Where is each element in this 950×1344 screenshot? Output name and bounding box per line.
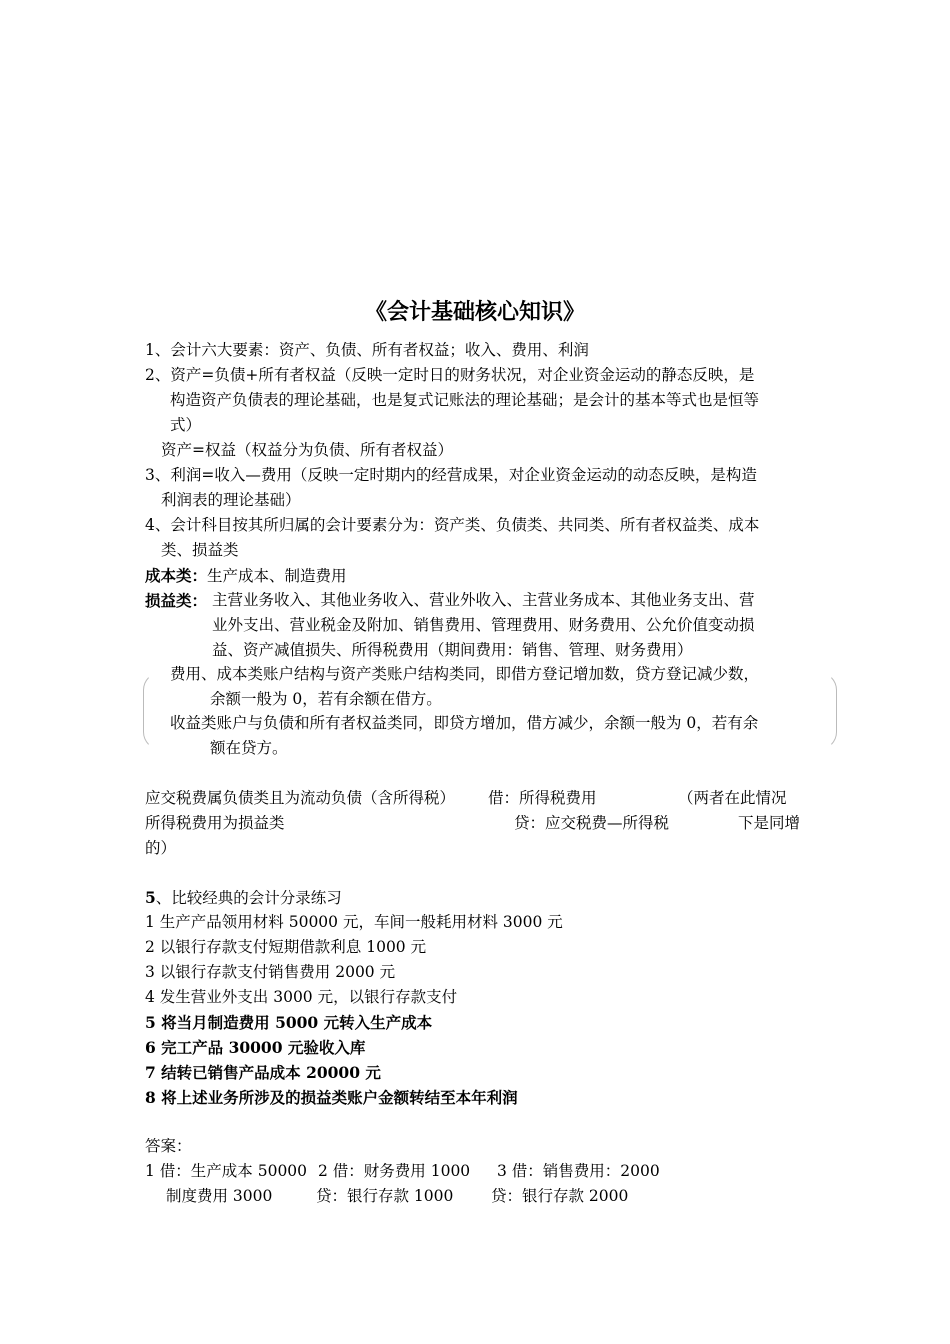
pl-category-line-3: 益、资产减值损失、所得税费用（期间费用：销售、管理、财务费用）	[212, 641, 693, 659]
note-line-4: 额在贷方。	[210, 739, 288, 757]
answer-1-line-2: 制度费用 3000	[166, 1187, 273, 1205]
exercise-item: 1 生产产品领用材料 50000 元，车间一般耗用材料 3000 元	[145, 913, 563, 931]
pl-category-label: 损益类：	[145, 591, 208, 610]
exercise-item-bold: 8 将上述业务所涉及的损益类账户金额转结至本年利润	[145, 1088, 518, 1107]
answer-3-credit: 贷：银行存款 2000	[491, 1187, 629, 1205]
section-2-line-3: 式）	[170, 416, 202, 434]
answer-3-debit: 3 借：销售费用：2000	[497, 1162, 660, 1180]
section-3-line-2: 利润表的理论基础）	[161, 491, 301, 509]
answer-1-debit: 1 借：生产成本 50000	[145, 1162, 308, 1180]
tax-text-1: 应交税费属负债类且为流动负债（含所得税）	[145, 789, 456, 807]
document-title: 《会计基础核心知识》	[364, 299, 585, 325]
tax-text-2: 所得税费用为损益类	[145, 814, 285, 832]
pl-category-line-1: 主营业务收入、其他业务收入、营业外收入、主营业务成本、其他业务支出、营	[212, 591, 755, 609]
tax-remark-2: 下是同增	[738, 814, 801, 832]
exercise-item: 2 以银行存款支付短期借款利息 1000 元	[145, 938, 427, 956]
cost-category-text: 生产成本、制造费用	[207, 567, 347, 585]
section-3-line-1: 3、利润=收入—费用（反映一定时期内的经营成果，对企业资金运动的动态反映，是构造	[145, 466, 757, 484]
section-5-heading	[145, 885, 342, 911]
cost-category-label: 成本类：	[145, 566, 208, 585]
tax-text-3: 的）	[145, 839, 177, 857]
section-2-line-4: 资产=权益（权益分为负债、所有者权益）	[161, 441, 453, 459]
note-line-2: 余额一般为 0，若有余额在借方。	[210, 690, 442, 708]
section-4-line-1: 4、会计科目按其所归属的会计要素分为：资产类、负债类、共同类、所有者权益类、成本	[145, 516, 760, 534]
exercise-item-bold: 7 结转已销售产品成本 20000 元	[145, 1063, 381, 1082]
note-line-3: 收益类账户与负债和所有者权益类同，即贷方增加，借方减少，余额一般为 0，若有余	[170, 714, 759, 732]
section-1-text: 1、会计六大要素：资产、负债、所有者权益；收入、费用、利润	[145, 341, 589, 359]
tax-remark-1: （两者在此情况	[678, 789, 787, 807]
section-2-line-2: 构造资产负债表的理论基础，也是复式记账法的理论基础；是会计的基本等式也是恒等	[170, 391, 760, 409]
section-5-number: 5	[145, 888, 156, 907]
exercise-item-bold: 5 将当月制造费用 5000 元转入生产成本	[145, 1013, 433, 1032]
exercise-item: 4 发生营业外支出 3000 元，以银行存款支付	[145, 988, 458, 1006]
pl-category-line-2: 业外支出、营业税金及附加、销售费用、管理费用、财务费用、公允价值变动损	[212, 616, 755, 634]
section-5-heading-text: 、比较经典的会计分录练习	[155, 889, 342, 907]
section-4-line-2: 类、损益类	[161, 541, 239, 559]
exercise-item-bold: 6 完工产品 30000 元验收入库	[145, 1038, 366, 1057]
note-line-1: 费用、成本类账户结构与资产类账户结构类同，即借方登记增加数，贷方登记减少数，	[170, 665, 760, 683]
answers-label: 答案：	[145, 1137, 192, 1155]
answer-2-debit: 2 借：财务费用 1000	[318, 1162, 471, 1180]
tax-credit: 贷：应交税费—所得税	[514, 814, 670, 832]
cost-category	[145, 563, 347, 589]
exercise-item: 3 以银行存款支付销售费用 2000 元	[145, 963, 396, 981]
answer-2-credit: 贷：银行存款 1000	[316, 1187, 454, 1205]
section-2-line-1: 2、资产=负债+所有者权益（反映一定时日的财务状况，对企业资金运动的静态反映，是	[145, 366, 755, 384]
tax-debit: 借：所得税费用	[488, 789, 597, 807]
